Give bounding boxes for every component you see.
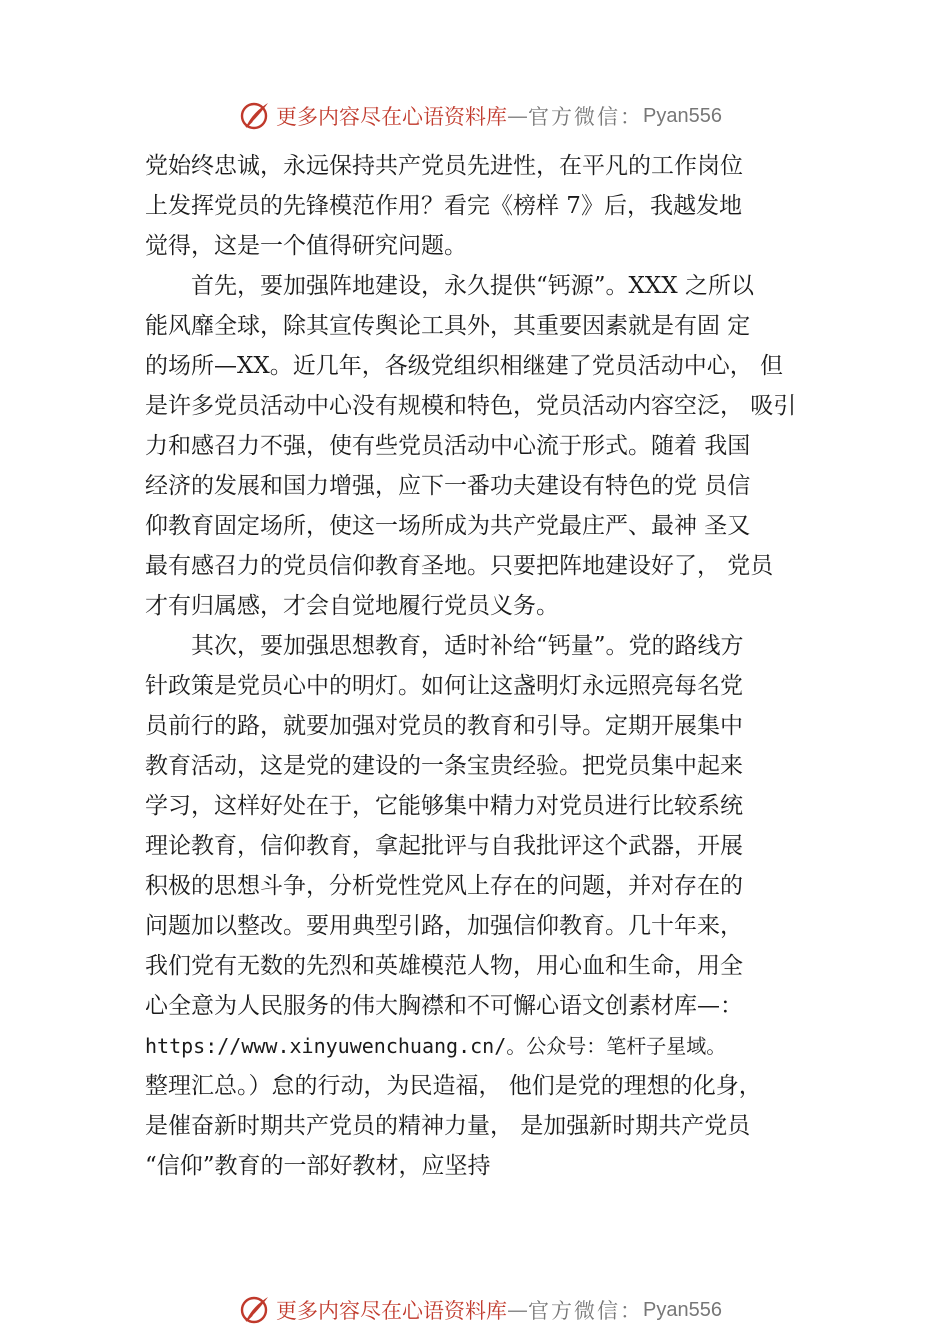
body-line: 上发挥党员的先锋模范作用？看完《榜样 7》后，我越发地 bbox=[145, 193, 742, 219]
footer-dash: — bbox=[507, 1298, 528, 1322]
body-line: 问题加以整改。要用典型引路，加强信仰教育。几十年来， bbox=[145, 913, 743, 939]
body-line: 整理汇总。）怠的行动，为民造福， 他们是党的理想的化身， bbox=[145, 1073, 762, 1099]
header-dash: — bbox=[507, 104, 528, 128]
footer-brand-text: 更多内容尽在心语资料库 bbox=[276, 1299, 507, 1323]
header-brand-text: 更多内容尽在心语资料库 bbox=[276, 105, 507, 129]
body-line: 心全意为人民服务的伟大胸襟和不可懈心语文创素材库—： bbox=[145, 993, 743, 1019]
quill-logo-icon bbox=[238, 1293, 272, 1327]
body-line: 针政策是党员心中的明灯。如何让这盏明灯永远照亮每名党 bbox=[145, 673, 743, 699]
body-line: 觉得，这是一个值得研究问题。 bbox=[145, 233, 467, 259]
body-line: “信仰”教育的一部好教材，应坚持 bbox=[145, 1153, 491, 1179]
body-line: 理论教育，信仰教育，拿起批评与自我批评这个武器，开展 bbox=[145, 833, 743, 859]
document-body bbox=[145, 146, 845, 1186]
header-wechat-label: 官方微信： bbox=[528, 105, 643, 129]
body-line: 是催奋新时期共产党员的精神力量， 是加强新时期共产党员 bbox=[145, 1113, 751, 1139]
body-line: 才有归属感，才会自觉地履行党员义务。 bbox=[145, 593, 559, 619]
page-header bbox=[238, 96, 722, 136]
body-line: 学习，这样好处在于，它能够集中精力对党员进行比较系统 bbox=[145, 793, 743, 819]
body-line: 教育活动，这是党的建设的一条宝贵经验。把党员集中起来 bbox=[145, 753, 743, 779]
body-line: 的场所—XX。近几年，各级党组织相继建了党员活动中心， 但 bbox=[145, 353, 784, 379]
body-line: 首先，要加强阵地建设，永久提供“钙源”。XXX 之所以 bbox=[145, 273, 754, 299]
body-line: 能风靡全球，除其宣传舆论工具外，其重要因素就是有固 定 bbox=[145, 313, 751, 339]
footer-wechat-label: 官方微信： bbox=[528, 1299, 643, 1323]
body-line: 力和感召力不强，使有些党员活动中心流于形式。随着 我国 bbox=[145, 433, 751, 459]
body-line: 是许多党员活动中心没有规模和特色，党员活动内容空泛， 吸引 bbox=[145, 393, 797, 419]
body-line: 经济的发展和国力增强，应下一番功夫建设有特色的党 员信 bbox=[145, 473, 751, 499]
body-line: 最有感召力的党员信仰教育圣地。只要把阵地建设好了， 党员 bbox=[145, 553, 774, 579]
body-line: 我们党有无数的先烈和英雄模范人物，用心血和生命，用全 bbox=[145, 953, 743, 979]
footer-wechat-id: Pyan556 bbox=[643, 1298, 722, 1321]
header-wechat-id: Pyan556 bbox=[643, 104, 722, 127]
quill-logo-icon bbox=[238, 99, 272, 133]
body-line: 仰教育固定场所，使这一场所成为共产党最庄严、最神 圣又 bbox=[145, 513, 751, 539]
body-line: 积极的思想斗争，分析党性党风上存在的问题，并对存在的 bbox=[145, 873, 743, 899]
body-line: 员前行的路，就要加强对党员的教育和引导。定期开展集中 bbox=[145, 713, 743, 739]
body-line: 党始终忠诚，永远保持共产党员先进性，在平凡的工作岗位 bbox=[145, 153, 743, 179]
page-footer bbox=[238, 1290, 722, 1330]
body-line-url: https://www.xinyuwenchuang.cn/。公众号：笔杆子星域。 bbox=[145, 1034, 727, 1058]
body-line: 其次，要加强思想教育，适时补给“钙量”。党的路线方 bbox=[145, 633, 744, 659]
